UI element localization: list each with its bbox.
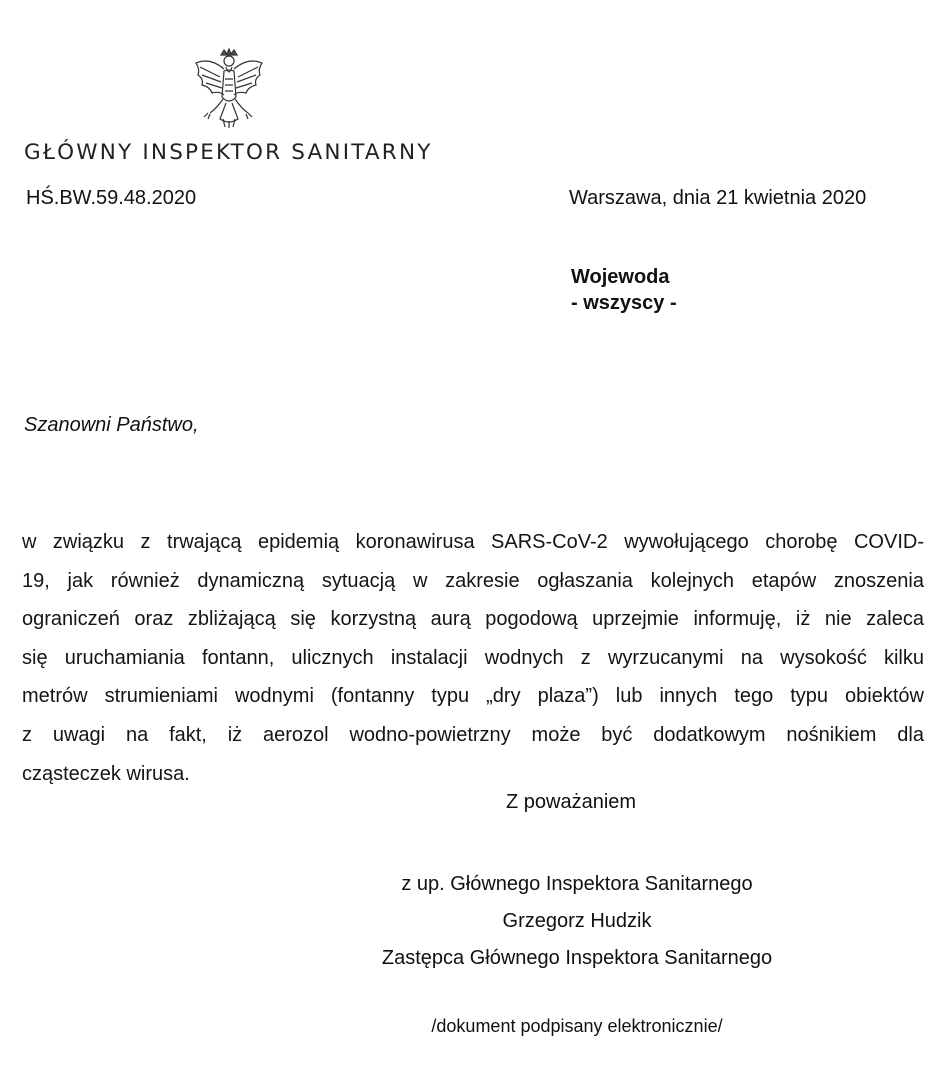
- body-line: z uwagi na fakt, iż aerozol wodno-powietrzny może być dodatkowym nośnikiem dla: [22, 723, 924, 746]
- body-line: się uruchamiania fontann, ulicznych instalacji wodnych z wyrzucanymi na wysokość kilku: [22, 646, 924, 669]
- salutation: Szanowni Państwo,: [24, 414, 199, 436]
- recipient-line: - wszyscy -: [571, 292, 677, 314]
- body-line: metrów strumieniami wodnymi (fontanny typu „dry plaza”) lub innych tego typu obiektów: [22, 685, 924, 708]
- body-line: w związku z trwającą epidemią koronawirusa SARS-CoV-2 wywołującego chorobę COVID-: [22, 531, 924, 553]
- body-line: ograniczeń oraz zbliżającą się korzystną aurą pogodową uprzejmie informuję, iż nie zaleca: [22, 608, 924, 631]
- signature-authority: z up. Głównego Inspektora Sanitarnego: [401, 873, 753, 895]
- closing-phrase: Z poważaniem: [506, 791, 637, 813]
- electronic-signature-note: /dokument podpisany elektronicznie/: [431, 1016, 723, 1036]
- letter-body: [22, 523, 924, 793]
- recipient-block: [571, 264, 677, 316]
- reference-number: HŚ.BW.59.48.2020: [26, 187, 197, 209]
- signatory-name: Grzegorz Hudzik: [502, 910, 652, 932]
- signature-block: [0, 866, 947, 977]
- issuer-title: GŁÓWNY INSPEKTOR SANITARNY: [24, 140, 433, 165]
- place-and-date: Warszawa, dnia 21 kwietnia 2020: [569, 187, 867, 209]
- recipient-line: Wojewoda: [571, 266, 670, 288]
- signatory-title: Zastępca Głównego Inspektora Sanitarnego: [381, 947, 773, 969]
- body-line: cząsteczek wirusa.: [22, 762, 190, 785]
- polish-eagle-emblem-icon: [190, 47, 268, 129]
- body-line: 19, jak również dynamiczną sytuacją w zakresie ogłaszania kolejnych etapów znoszenia: [22, 569, 924, 592]
